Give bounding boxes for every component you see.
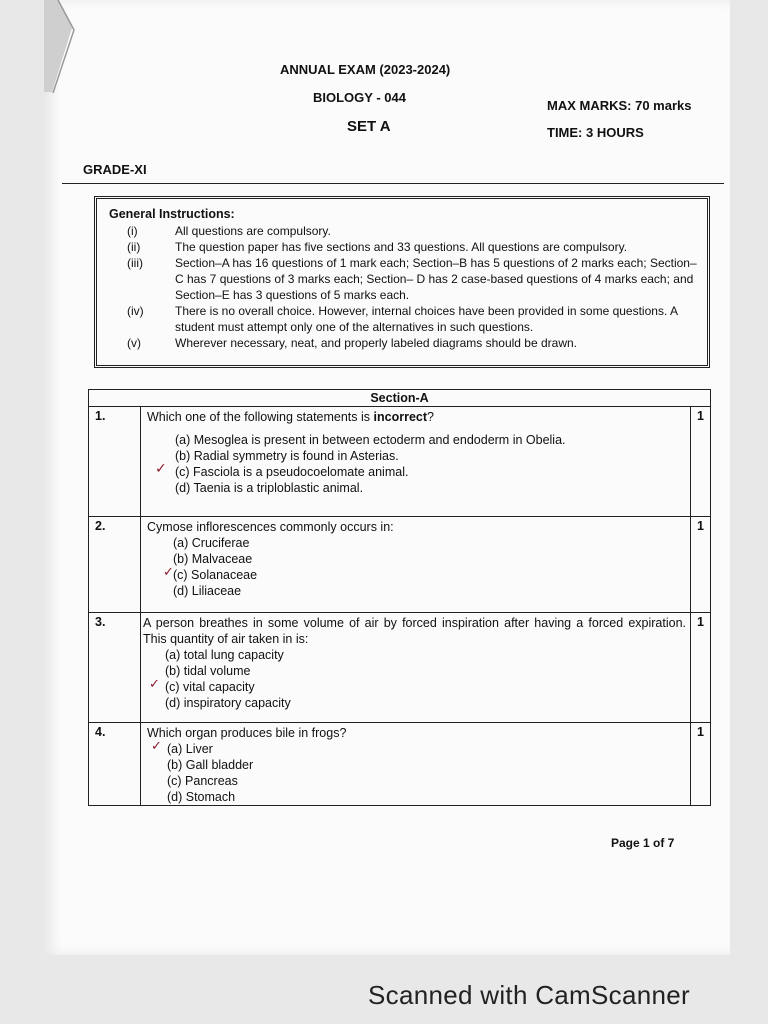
question-body	[141, 613, 691, 723]
question-row	[89, 517, 711, 613]
general-instructions-box	[94, 196, 710, 368]
tick-mark-icon: ✓	[151, 739, 162, 754]
instruction-text: The question paper has five sections and 33 questions. All questions are compulsory.	[175, 240, 628, 254]
scan-shadow-corner	[44, 0, 84, 95]
question-text: Which organ produces bile in frogs?	[147, 726, 347, 740]
instruction-item	[109, 223, 697, 239]
instruction-text: There is no overall choice. However, internal choices have been provided in some questions. A student must attempt only one of the alternatives in such questions.	[175, 304, 678, 334]
question-body	[141, 723, 691, 806]
page-number: Page 1 of 7	[611, 836, 675, 850]
question-number: 3.	[89, 613, 141, 723]
max-marks: MAX MARKS: 70 marks	[547, 98, 692, 113]
option-item: (b) Malvaceae	[173, 552, 253, 566]
instruction-text: All questions are compulsory.	[175, 224, 331, 238]
option-text: (a) Liver	[167, 742, 213, 756]
option-item: (d) inspiratory capacity	[165, 696, 291, 710]
option-item-ticked	[151, 739, 686, 757]
question-number: 4.	[89, 723, 141, 806]
instruction-text: Wherever necessary, neat, and properly labeled diagrams should be drawn.	[175, 336, 577, 350]
question-body	[141, 517, 691, 613]
instruction-item	[109, 303, 697, 335]
question-marks: 1	[691, 517, 711, 613]
option-item: (a) Mesoglea is present in between ectoderm and endoderm in Obelia.	[175, 433, 566, 447]
question-body	[141, 407, 691, 517]
option-item: (b) Gall bladder	[167, 758, 254, 772]
question-marks: 1	[691, 723, 711, 806]
instruction-item	[109, 335, 697, 351]
instruction-number: (iv)	[127, 304, 144, 318]
option-item-ticked	[149, 677, 686, 695]
instruction-number: (v)	[127, 336, 141, 350]
question-row	[89, 407, 711, 517]
question-text: Cymose inflorescences commonly occurs in:	[147, 520, 394, 534]
exam-title: ANNUAL EXAM (2023-2024)	[280, 62, 451, 77]
option-list	[143, 647, 686, 711]
instruction-text: Section–A has 16 questions of 1 mark each; Section–B has 5 questions of 2 marks each; Section– C has 7 questions of 3 marks each; Section– D has 2 case-based questions of 4 marks each; and Section–E has 3 questions of 5 marks each.	[175, 256, 697, 302]
option-item: (a) total lung capacity	[165, 648, 284, 662]
question-marks: 1	[691, 407, 711, 517]
instruction-number: (i)	[127, 224, 138, 238]
header-divider	[62, 183, 724, 184]
grade-label: GRADE-XI	[83, 162, 147, 177]
option-item-ticked	[163, 565, 686, 583]
exam-time: TIME: 3 HOURS	[547, 125, 644, 140]
instruction-item	[109, 239, 697, 255]
question-text-emphasis: incorrect	[373, 410, 428, 424]
option-item: (c) Pancreas	[167, 774, 238, 788]
tick-mark-icon: ✓	[163, 565, 174, 580]
question-row	[89, 723, 711, 806]
tick-mark-icon: ✓	[149, 677, 160, 692]
question-number: 2.	[89, 517, 141, 613]
question-text	[147, 409, 686, 425]
question-text-part: ?	[427, 410, 434, 424]
option-item: (d) Stomach	[167, 790, 236, 804]
option-item: (d) Taenia is a triploblastic animal.	[175, 481, 364, 495]
option-text: (c) Solanaceae	[173, 568, 258, 582]
option-list	[147, 535, 686, 599]
question-row	[89, 613, 711, 723]
option-text: (c) Fasciola is a pseudocoelomate animal.	[175, 465, 409, 479]
instructions-heading: General Instructions:	[109, 207, 235, 221]
subject-code: BIOLOGY - 044	[313, 90, 406, 105]
option-item: (d) Liliaceae	[173, 584, 242, 598]
section-a-table	[88, 389, 711, 806]
option-item: (a) Cruciferae	[173, 536, 250, 550]
scanner-watermark: Scanned with CamScanner	[368, 980, 690, 1010]
option-list	[147, 741, 686, 805]
option-item: (b) Radial symmetry is found in Asterias.	[175, 449, 399, 463]
question-text: A person breathes in some volume of air by forced inspiration after having a forced expiration. This quantity of air taken in is:	[143, 616, 686, 646]
section-title: Section-A	[89, 390, 711, 407]
option-text: (c) vital capacity	[165, 680, 255, 694]
question-text-part: Which one of the following statements is	[147, 410, 374, 424]
paper-set: SET A	[347, 118, 391, 135]
question-number: 1.	[89, 407, 141, 517]
tick-mark-icon: ✓	[155, 461, 167, 477]
instruction-item	[109, 255, 697, 303]
option-item-ticked	[155, 461, 686, 480]
option-list	[147, 432, 686, 496]
question-marks: 1	[691, 613, 711, 723]
instruction-number: (iii)	[127, 256, 143, 270]
option-item: (b) tidal volume	[165, 664, 251, 678]
instruction-number: (ii)	[127, 240, 141, 254]
